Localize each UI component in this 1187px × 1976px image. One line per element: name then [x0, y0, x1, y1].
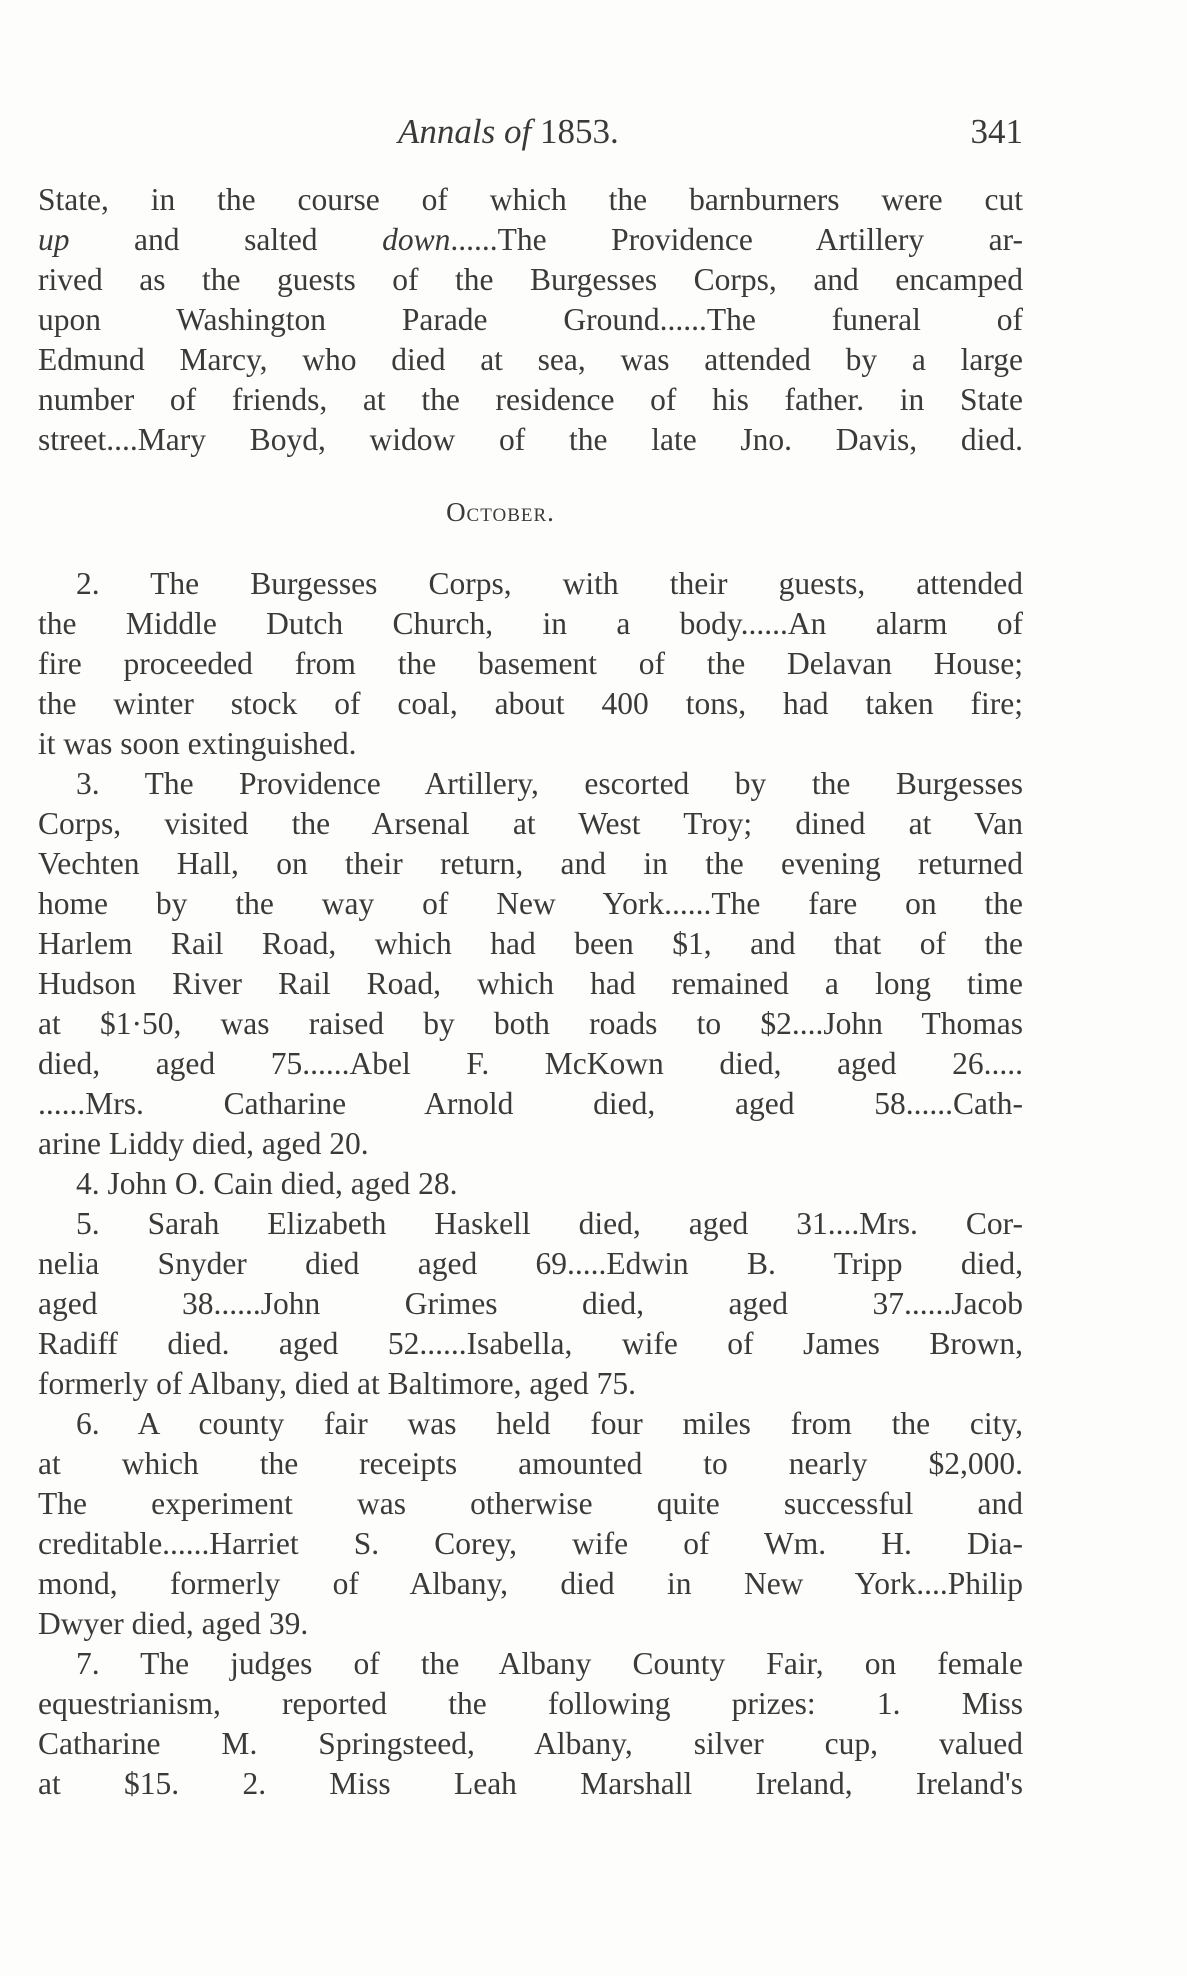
- text-line: mond, formerly of Albany, died in New York....Philip: [38, 1566, 1023, 1601]
- text-line: number of friends, at the residence of his father. in State: [38, 382, 1023, 417]
- text-line: arine Liddy died, aged 20.: [38, 1126, 369, 1161]
- text-line: Harlem Rail Road, which had been $1, and that of the: [38, 926, 1023, 961]
- running-title: [398, 112, 619, 152]
- text-line: 6. A county fair was held four miles from the city,: [76, 1406, 1023, 1441]
- running-title-of: of: [503, 112, 532, 151]
- text-line: 3. The Providence Artillery, escorted by the Burgesses: [76, 766, 1023, 801]
- text-line: it was soon extinguished.: [38, 726, 357, 761]
- text-line: ......Mrs. Catharine Arnold died, aged 58......Cath-: [38, 1086, 1023, 1121]
- text-line: the Middle Dutch Church, in a body......An alarm of: [38, 606, 1023, 641]
- text-line: Vechten Hall, on their return, and in the evening returned: [38, 846, 1023, 881]
- text-line: Catharine M. Springsteed, Albany, silver cup, valued: [38, 1726, 1023, 1761]
- text-line: at $15. 2. Miss Leah Marshall Ireland, Ireland's: [38, 1766, 1023, 1801]
- text-line: aged 38......John Grimes died, aged 37......Jacob: [38, 1286, 1023, 1321]
- text-line: 4. John O. Cain died, aged 28.: [76, 1166, 458, 1201]
- running-title-year: 1853.: [531, 112, 619, 151]
- text-line: Edmund Marcy, who died at sea, was attended by a large: [38, 342, 1023, 377]
- text-run: ......The Providence Artillery ar-: [450, 222, 1023, 257]
- text-italic: up: [38, 222, 70, 257]
- text-line: fire proceeded from the basement of the Delavan House;: [38, 646, 1023, 681]
- text-line: 2. The Burgesses Corps, with their guests, attended: [76, 566, 1023, 601]
- page-number: 341: [970, 112, 1023, 151]
- text-line: rived as the guests of the Burgesses Corps, and encamped: [38, 262, 1023, 297]
- text-line: home by the way of New York......The fare on the: [38, 886, 1023, 921]
- text-line: the winter stock of coal, about 400 tons, had taken fire;: [38, 686, 1023, 721]
- text-line: street....Mary Boyd, widow of the late Jno. Davis, died.: [38, 422, 1023, 457]
- text-line: equestrianism, reported the following prizes: 1. Miss: [38, 1686, 1023, 1721]
- text-line: creditable......Harriet S. Corey, wife of Wm. H. Dia-: [38, 1526, 1023, 1561]
- text-line: died, aged 75......Abel F. McKown died, aged 26.....: [38, 1046, 1023, 1081]
- body-text: [38, 180, 1023, 1804]
- text-line: 7. The judges of the Albany County Fair, on female: [76, 1646, 1023, 1681]
- section-heading: October.: [446, 497, 555, 527]
- text-line: State, in the course of which the barnburners were cut: [38, 182, 1023, 217]
- text-line: nelia Snyder died aged 69.....Edwin B. Tripp died,: [38, 1246, 1023, 1281]
- running-title-annals: Annals: [398, 112, 504, 151]
- text-run: and salted: [69, 222, 383, 257]
- text-line: Corps, visited the Arsenal at West Troy; dined at Van: [38, 806, 1023, 841]
- text-line: upon Washington Parade Ground......The funeral of: [38, 302, 1023, 337]
- text-line: The experiment was otherwise quite successful and: [38, 1486, 1023, 1521]
- text-line: Radiff died. aged 52......Isabella, wife of James Brown,: [38, 1326, 1023, 1361]
- text-line: [38, 220, 1023, 260]
- text-line: at $1·50, was raised by both roads to $2....John Thomas: [38, 1006, 1023, 1041]
- text-line: at which the receipts amounted to nearly $2,000.: [38, 1446, 1023, 1481]
- text-italic: down: [382, 222, 451, 257]
- text-line: Hudson River Rail Road, which had remained a long time: [38, 966, 1023, 1001]
- text-line: 5. Sarah Elizabeth Haskell died, aged 31....Mrs. Cor-: [76, 1206, 1023, 1241]
- text-line: Dwyer died, aged 39.: [38, 1606, 309, 1641]
- text-line: formerly of Albany, died at Baltimore, aged 75.: [38, 1366, 637, 1401]
- running-head: [38, 112, 1023, 158]
